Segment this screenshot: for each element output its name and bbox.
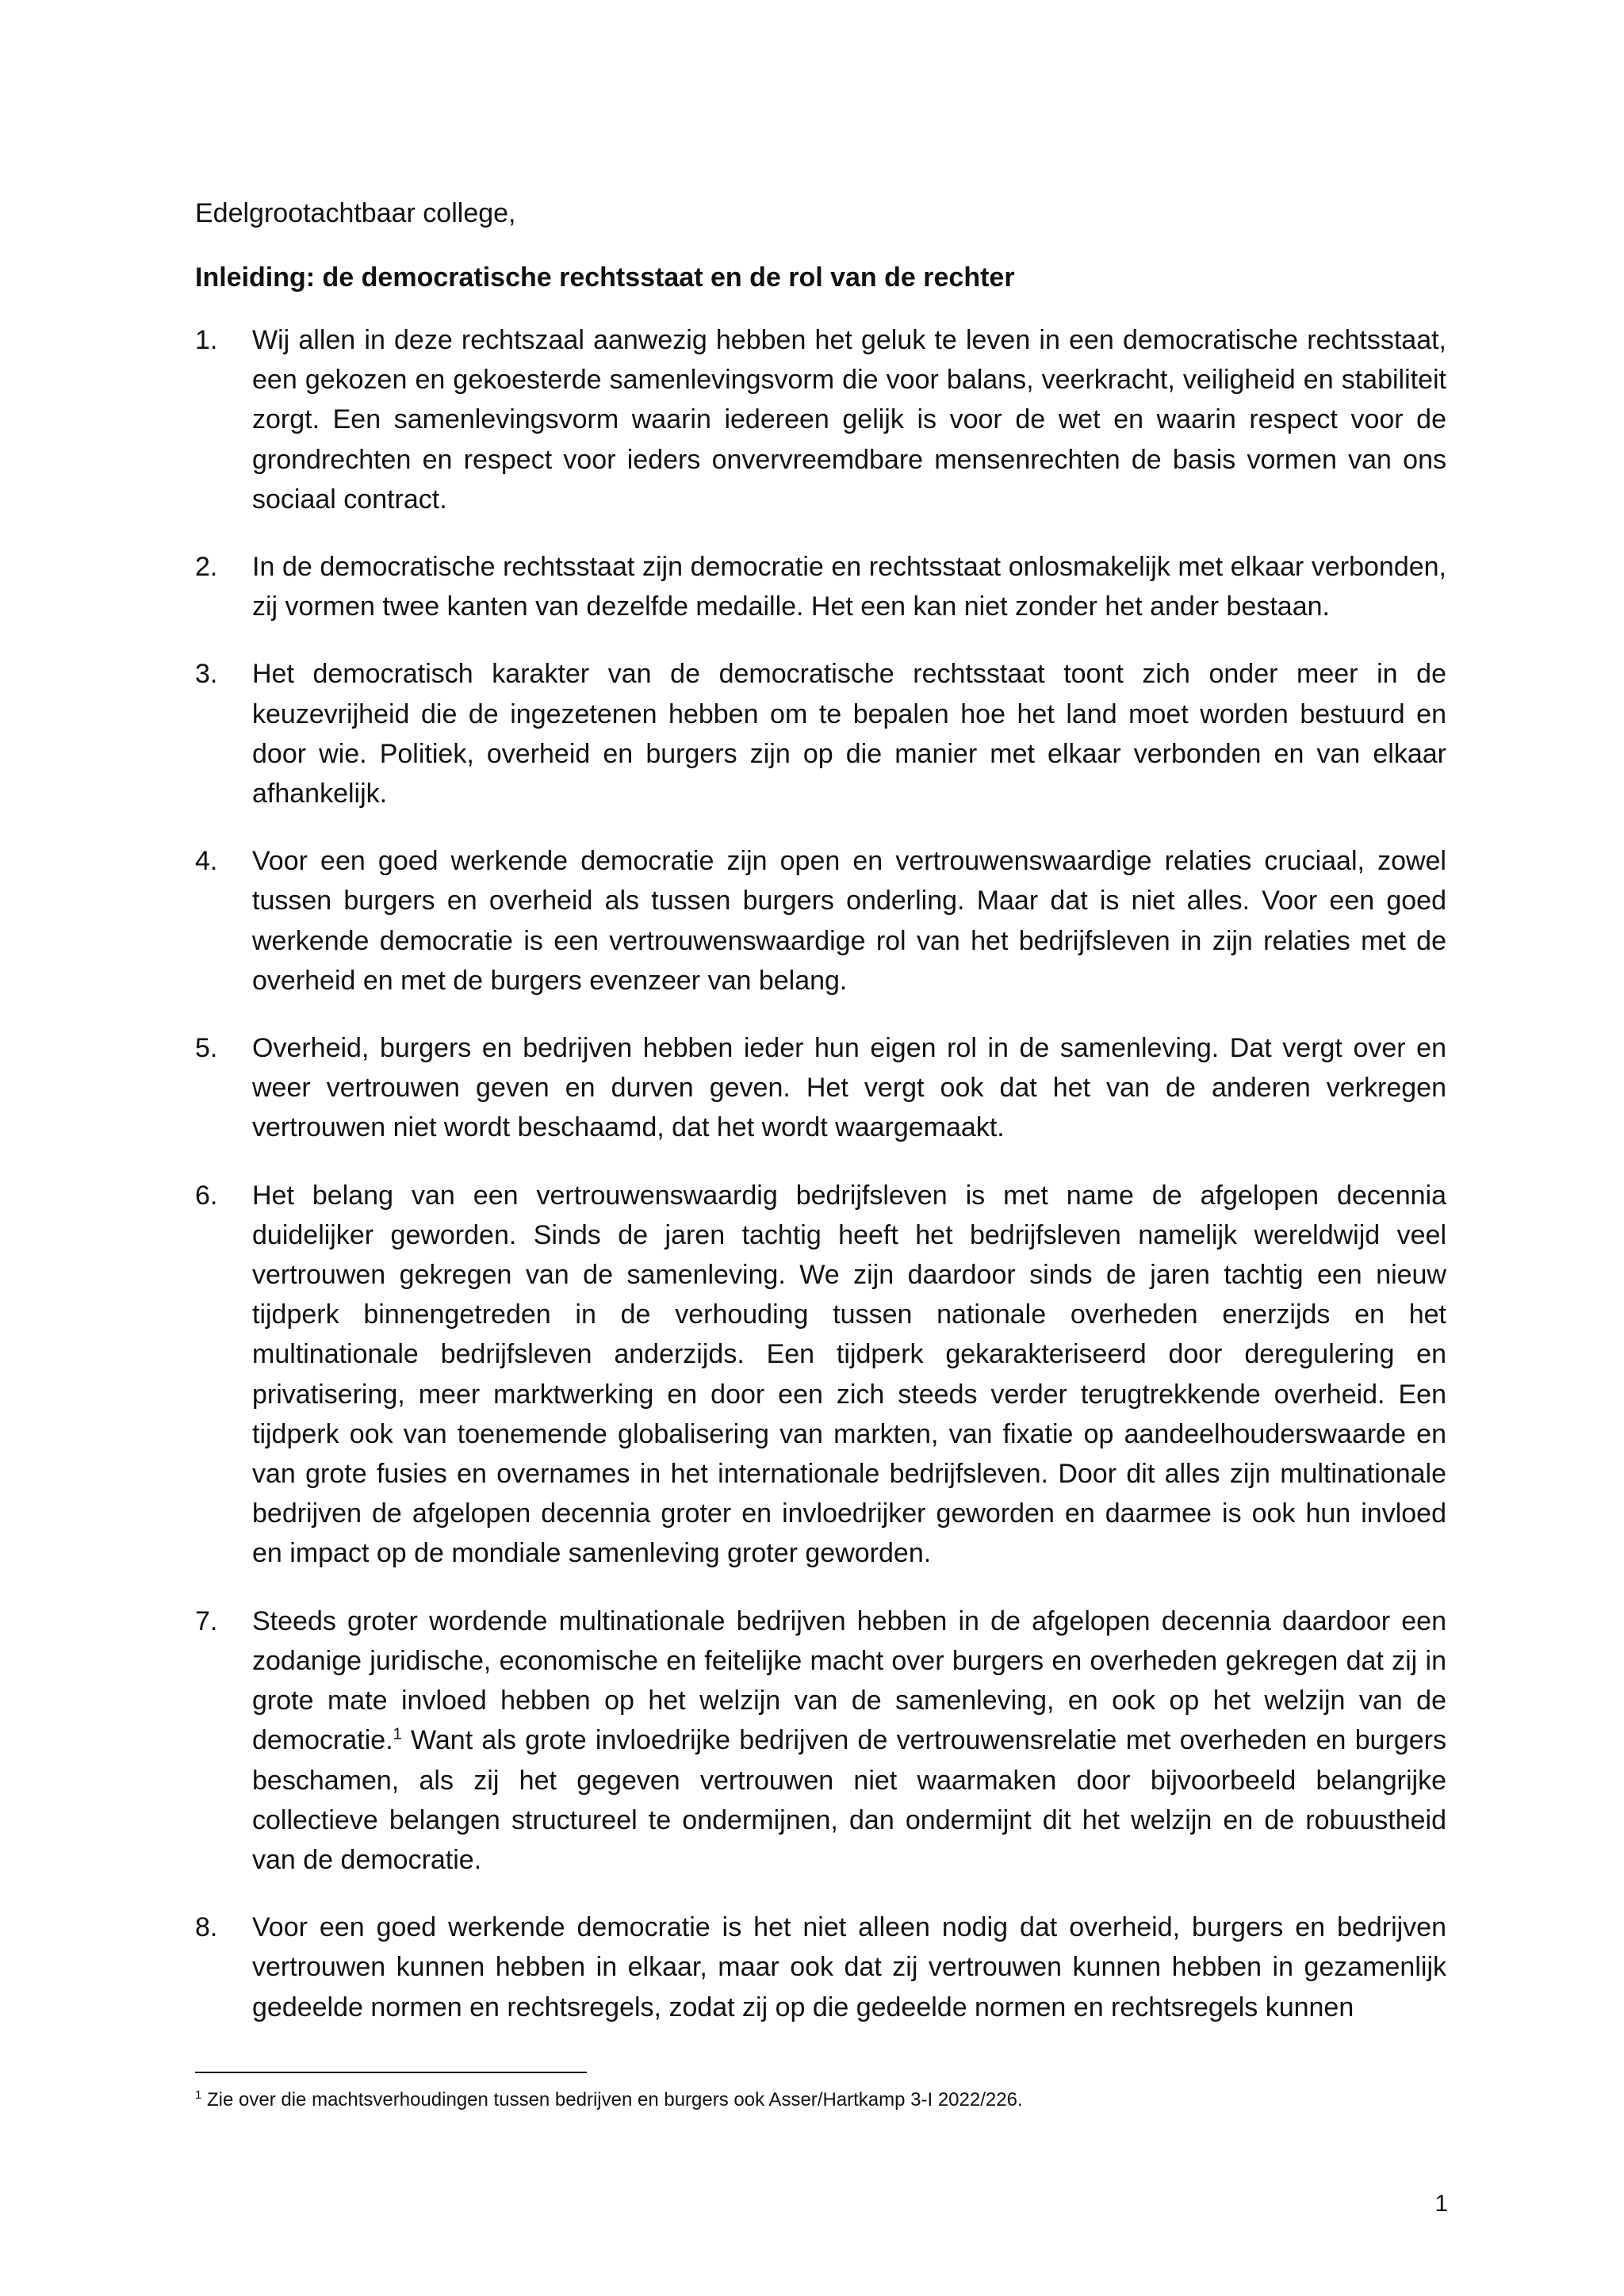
paragraph-text: In de democratische rechtsstaat zijn democratie en rechtsstaat onlosmakelijk met elkaar verbonden, zij vormen twee kanten van dezelfde medaille. Het een kan niet zonder het ander bestaan. — [252, 552, 1446, 622]
section-heading: Inleiding: de democratische rechtsstaat en de rol van de rechter — [195, 262, 1015, 293]
footnote-marker: 1 — [195, 2088, 202, 2102]
paragraph-text: Voor een goed werkende democratie is het niet alleen nodig dat overheid, burgers en bedrijven vertrouwen kunnen hebben in elkaar, maar ook dat zij vertrouwen kunnen hebben in gezamenlijk gedeelde normen en rechtsregels, zodat zij op die gedeelde normen en rechtsregels kunnen — [252, 1912, 1446, 2022]
paragraph-number: 1. — [195, 325, 218, 355]
paragraph-text: Overheid, burgers en bedrijven hebben ieder hun eigen rol in de samenleving. Dat vergt over en weer vertrouwen geven en durven geven. Het vergt ook dat het van de anderen verkregen vertrouwen niet wordt beschaamd, dat het wordt waargemaakt. — [252, 1033, 1446, 1143]
salutation: Edelgrootachtbaar college, — [195, 198, 516, 228]
paragraph-5 — [195, 1028, 1446, 1148]
paragraph-number: 8. — [195, 1912, 218, 1943]
paragraph-number: 6. — [195, 1180, 218, 1211]
paragraph-4 — [195, 841, 1446, 1001]
paragraph-2 — [195, 547, 1446, 626]
paragraph-number: 5. — [195, 1033, 218, 1064]
paragraph-8 — [195, 1908, 1446, 2027]
footnote-reference[interactable]: 1 — [393, 1725, 402, 1743]
paragraph-text-before-ref: Steeds groter wordende multinationale bedrijven hebben in de afgelopen decennia daardoor een zodanige juridische, economische en feitelijke macht over burgers en overheden gekregen dat zij in grote mate invloed hebben op het welzijn van de samenleving, en ook op het welzijn van de democratie. — [252, 1605, 1446, 1756]
footnote-text: Zie over die machtsverhoudingen tussen bedrijven en burgers ook Asser/Hartkamp 3-I 2022/226. — [201, 2089, 1023, 2110]
paragraph-text: Het belang van een vertrouwenswaardig bedrijfsleven is met name de afgelopen decennia duidelijker geworden. Sinds de jaren tachtig heeft het bedrijfsleven namelijk wereldwijd veel vertrouwen gekregen van de samenleving. We zijn daardoor sinds de jaren tachtig een nieuw tijdperk binnengetreden in de verhouding tussen nationale overheden enerzijds en het multinationale bedrijfsleven anderzijds. Een tijdperk gekarakteriseerd door deregulering en privatisering, meer marktwerking en door een zich steeds verder terugtrekkende overheid. Een tijdperk ook van toenemende globalisering van markten, van fixatie op aandeelhouderswaarde en van grote fusies en overnames in het internationale bedrijfsleven. Door dit alles zijn multinationale bedrijven de afgelopen decennia groter en invloedrijker geworden en daarmee is ook hun invloed en impact op de mondiale samenleving groter geworden. — [252, 1180, 1446, 1569]
paragraph-number: 3. — [195, 659, 218, 690]
paragraph-3 — [195, 654, 1446, 813]
paragraph-text: Het democratisch karakter van de democratische rechtsstaat toont zich onder meer in de keuzevrijheid die de ingezetenen hebben om te bepalen hoe het land moet worden bestuurd en door wie. Politiek, overheid en burgers zijn op die manier met elkaar verbonden en van elkaar afhankelijk. — [252, 659, 1446, 809]
numbered-paragraph-list — [195, 320, 1446, 2055]
paragraph-1 — [195, 320, 1446, 519]
paragraph-6 — [195, 1176, 1446, 1574]
footnote-divider — [195, 2072, 587, 2073]
paragraph-number: 7. — [195, 1605, 218, 1636]
paragraph-text: Wij allen in deze rechtszaal aanwezig hebben het geluk te leven in een democratische rechtsstaat, een gekozen en gekoesterde samenlevingsvorm die voor balans, veerkracht, veiligheid en stabiliteit zorgt. Een samenlevingsvorm waarin iedereen gelijk is voor de wet en waarin respect voor de grondrechten en respect voor ieders onvervreemdbare mensenrechten de basis vormen van ons sociaal contract. — [252, 325, 1446, 515]
paragraph-text — [252, 1606, 1446, 1875]
paragraph-number: 2. — [195, 552, 218, 583]
paragraph-7 — [195, 1601, 1446, 1880]
paragraph-text-after-ref: Want als grote invloedrijke bedrijven de vertrouwensrelatie met overheden en burgers beschamen, als zij het gegeven vertrouwen niet waarmaken door bijvoorbeeld belangrijke collectieve belangen structureel te ondermijnen, dan ondermijnt dit het welzijn en de robuustheid van de democratie. — [252, 1725, 1446, 1875]
paragraph-text: Voor een goed werkende democratie zijn open en vertrouwenswaardige relaties cruciaal, zowel tussen burgers en overheid als tussen burgers onderling. Maar dat is niet alles. Voor een goed werkende democratie is een vertrouwenswaardige rol van het bedrijfsleven in zijn relaties met de overheid en met de burgers evenzeer van belang. — [252, 846, 1446, 996]
footnote — [195, 2087, 1023, 2114]
paragraph-number: 4. — [195, 846, 218, 877]
page-number: 1 — [1434, 2191, 1448, 2217]
